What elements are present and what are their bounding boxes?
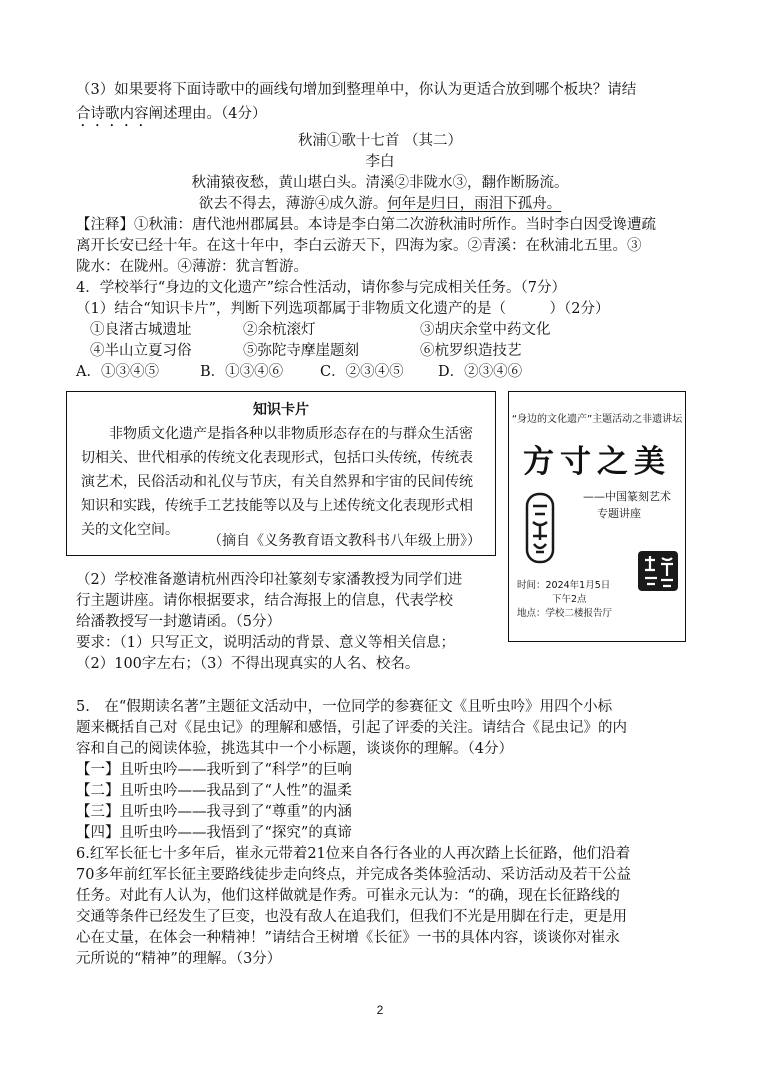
q5-line3: 容和自己的阅读体验，挑选其中一个小标题，谈谈你的理解。（4分） [76, 741, 513, 757]
lecture-poster [508, 391, 686, 642]
card-text [81, 422, 483, 542]
notes-line3: 陇水：在陇州。④薄游：犹言暂游。 [76, 259, 308, 275]
q5-item-2: 【二】且听虫吟——我品到了“人性”的温柔 [76, 783, 352, 799]
q3-line2 [76, 104, 266, 130]
q5-item-3: 【三】且听虫吟——我寻到了“尊重”的内涵 [76, 804, 352, 820]
poster-place: 地点：学校二楼报告厅 [517, 608, 613, 619]
notes-line1: 【注释】①秋浦：唐代池州郡属县。本诗是李白第二次游秋浦时所作。当时李白因受谗遭疏 [76, 217, 656, 233]
q4-option-4: ④半山立夏习俗 [90, 343, 192, 359]
poem-line1: 秋浦猿夜愁，黄山堪白头。清溪②非陇水③，翻作断肠流。 [191, 175, 569, 191]
seal-stamp-icon [523, 492, 557, 566]
q6-line3: 任务。对此有人认为，他们这样做就是作秀。可崔永元认为：“的确，现在长征路线的 [76, 888, 620, 904]
q6-line4: 交通等条件已经发生了巨变，也没有敌人在追我们，但我们不光是用脚在行走，更是用 [76, 909, 627, 925]
q5-line1: 5. 在“假期读名著”主题征文活动中，一位同学的参赛征文《且听虫吟》用四个小标 [76, 699, 613, 715]
q3-line1: （3）如果要将下面诗歌中的画线句增加到整理单中，你认为更适合放到哪个板块？请结 [76, 82, 637, 98]
poem-title: 秋浦①歌十七首 （其二） [297, 133, 463, 149]
q4-option-5: ⑤弥陀寺摩崖题刻 [243, 343, 359, 359]
q4b-line4: 要求：（1）只写正文，说明活动的背景、意义等相关信息； [76, 635, 455, 651]
notes-line2: 离开长安已经十年。在这十年中，李白云游天下，四海为家。②青溪：在秋浦北五里。③ [76, 238, 642, 254]
q4-choice-a: A．①③④⑤ [76, 364, 159, 380]
seal-square-icon [637, 550, 679, 592]
q4-option-3: ③胡庆余堂中药文化 [420, 322, 551, 338]
q4-sub1: （1）结合“知识卡片”，判断下列选项都属于非物质文化遗产的是（ ）（2分） [76, 301, 610, 317]
q6-line2: 70多年前红军长征主要路线徒步走向终点，并完成各类体验活动、采访活动及若干公益 [76, 867, 631, 883]
q4b-line5: （2）100字左右；（3）不得出现真实的人名、校名。 [76, 656, 420, 672]
poster-title: 方寸之美 [523, 444, 671, 480]
poster-time-2: 下午2点 [552, 594, 587, 605]
poster-subtitle-1: ——中国篆刻艺术 [583, 490, 671, 503]
q3-line2-rest: 阐述理由。（4分） [148, 106, 267, 122]
poster-time: 时间：2024年1月5日 [517, 580, 611, 591]
card-source: （摘自《义务教育语文教科书八年级上册》） [208, 533, 481, 549]
q6-line6: 元所说的“精神”的理解。（3分） [76, 951, 282, 967]
q4-choice-d: D．②③④⑥ [438, 364, 523, 380]
q3-emphasis: 合诗歌内容 [76, 106, 149, 122]
q4-option-2: ②余杭滚灯 [243, 322, 316, 338]
page-number: 2 [376, 1003, 384, 1017]
q6-line5: 心在丈量，在体会一种精神！”请结合王树增《长征》一书的具体内容，谈谈你对崔永 [76, 930, 620, 946]
q4b-line1: （2）学校准备邀请杭州西泠印社篆刻专家潘教授为同学们进 [76, 572, 463, 588]
knowledge-card [66, 391, 496, 556]
q4-option-6: ⑥杭罗织造技艺 [420, 343, 522, 359]
q4-option-1: ①良渚古城遗址 [90, 322, 192, 338]
q5-line2: 题来概括自己对《昆虫记》的理解和感悟，引起了评委的关注。请结合《昆虫记》的内 [76, 720, 627, 736]
q4-intro: 4．学校举行“身边的文化遗产”综合性活动，请你参与完成相关任务。（7分） [76, 280, 567, 296]
q4b-line3: 给潘教授写一封邀请函。（5分） [76, 614, 281, 630]
poster-subtitle-2: 专题讲座 [597, 507, 641, 520]
poster-header: “身边的文化遗产”主题活动之非遗讲坛 [511, 414, 683, 425]
card-body: 非物质文化遗产是指各种以非物质形态存在的与群众生活密切相关、世代相承的传统文化表现形式，包括口头传统，传统表演艺术，民俗活动和礼仪与节庆，有关自然界和宇宙的民间传统知识和实践，传统手工艺技能等以及与上述传统文化表现形式相关的文化空间。 [81, 426, 473, 538]
q4-choice-c: C．②③④⑤ [320, 364, 404, 380]
poem-line2 [0, 194, 760, 214]
poem-author: 李白 [365, 154, 395, 170]
q5-item-1: 【一】且听虫吟——我听到了“科学”的巨响 [76, 762, 352, 778]
q5-item-4: 【四】且听虫吟——我悟到了“探究”的真谛 [76, 825, 352, 841]
q4b-line2: 行主题讲座。请你根据要求，结合海报上的信息，代表学校 [76, 593, 453, 609]
q6-line1: 6.红军长征七十多年后，崔永元带着21位来自各行各业的人再次踏上长征路，他们沿着 [76, 846, 631, 862]
card-title: 知识卡片 [253, 402, 309, 418]
poem-underlined-line: 何年是归日，雨泪下孤舟。 [387, 196, 562, 212]
poem-line2-a: 欲去不得去，薄游④成久游。 [198, 196, 388, 212]
q4-choice-b: B．①③④⑥ [200, 364, 284, 380]
